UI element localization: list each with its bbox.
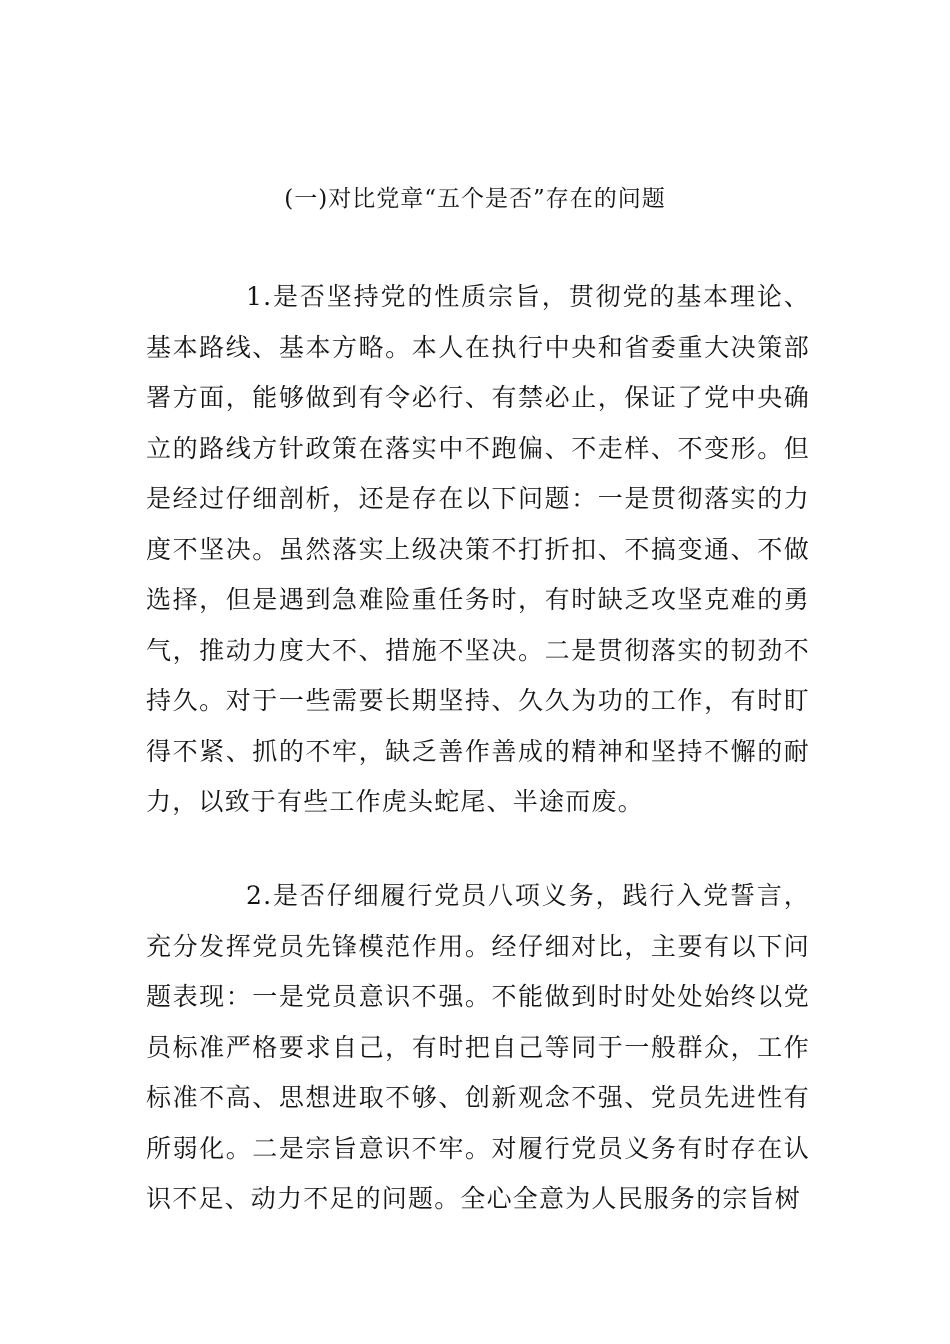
paragraph-1: 1.是否坚持党的性质宗旨，贯彻党的基本理论、基本路线、基本方略。本人在执行中央和省委重大决策部署方面，能够做到有令必行、有禁必止，保证了党中央确立的路线方针政策在落实中不跑偏、不走样、不变形。但是经过仔细剖析，还是存在以下问题：一是贯彻落实的力度不坚决。虽然落实上级决策不打折扣、不搞变通、不做选择，但是遇到急难险重任务时，有时缺乏攻坚克难的勇气，推动力度大不、措施不坚决。二是贯彻落实的韧劲不持久。对于一些需要长期坚持、久久为功的工作，有时盯得不紧、抓的不牢，缺乏善作善成的精神和坚持不懈的耐力，以致于有些工作虎头蛇尾、半途而废。	[146, 282, 810, 816]
section-heading: (一)对比党章“五个是否”存在的问题	[284, 186, 666, 212]
paragraph-2: 2.是否仔细履行党员八项义务，践行入党誓言，充分发挥党员先锋模范作用。经仔细对比，主要有以下问题表现：一是党员意识不强。不能做到时时处处始终以党员标准严格要求自己，有时把自己等同于一般群众，工作标准不高、思想进取不够、创新观念不强、党员先进性有所弱化。二是宗旨意识不牢。对履行党员义务有时存在认识不足、动力不足的问题。全心全意为人民服务的宗旨树	[146, 881, 810, 1213]
